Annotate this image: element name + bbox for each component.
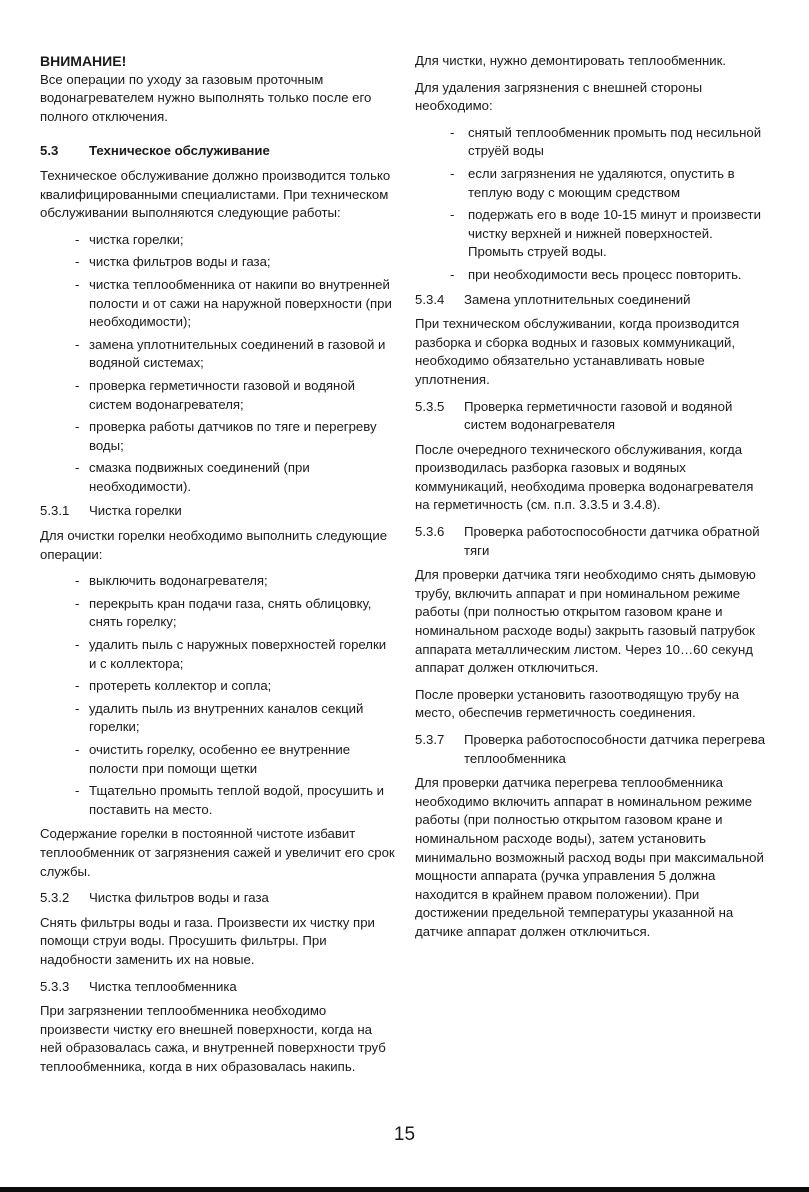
section-5-3-2-text: Снять фильтры воды и газа. Произвести их чистку при помощи струи воды. Просушить фильтры. При надобности заменить их на новые. (40, 914, 375, 967)
list-dash: - (75, 377, 80, 393)
list-item-text: чистка фильтров воды и газа; (89, 254, 271, 270)
list-item (415, 124, 771, 161)
list-dash: - (450, 165, 455, 181)
section-5-3-4-heading (415, 291, 771, 310)
section-title: Проверка работоспособности датчика перегрева теплообменника (464, 732, 766, 766)
section-5-3-1-heading (40, 502, 396, 521)
list-item (40, 418, 396, 455)
list-dash: - (75, 276, 80, 292)
bottom-rule (0, 1187, 809, 1192)
list-dash: - (75, 700, 80, 716)
list-item (40, 231, 396, 250)
section-title: Проверка герметичности газовой и водяной систем водонагревателя (464, 398, 733, 433)
warning-title: ВНИМАНИЕ! (40, 53, 127, 69)
left-column (40, 52, 396, 1085)
list-item-text: удалить пыль из внутренних каналов секций горелки; (89, 700, 364, 735)
list-item (40, 459, 396, 496)
list-item-text: если загрязнения не удаляются, опустить в теплую воду с моющим средством (468, 165, 735, 200)
section-number: 5.3.4 (415, 291, 445, 307)
list-item-text: при необходимости весь процесс повторить. (468, 266, 742, 282)
list-item-text: смазка подвижных соединений (при необходимости). (89, 460, 310, 494)
list-item (415, 266, 771, 285)
list-item (40, 595, 396, 632)
section-5-3-7-text: Для проверки датчика перегрева теплообменника необходимо включить аппарат в номинальном режиме работы (при полностью открытом газовом кране и номинальном расходе воды), затем установить минимально возможный расход воды при максимальной мощности аппарата (ручка управления 5 должна находится в крайнем правом положении). При достижении предельной температуры указанной на датчике аппарат должен отключиться. (415, 775, 764, 939)
section-5-3-3-text3: Для удаления загрязнения с внешней стороны необходимо: (415, 79, 703, 114)
section-5-3-7-heading (415, 731, 771, 768)
section-title: Замена уплотнительных соединений (464, 291, 691, 307)
section-number: 5.3.3 (40, 978, 70, 994)
section-5-3-4-text: При техническом обслуживании, когда производится разборка и сборка водных и газовых коммуникаций, необходимо обязательно устанавливать новые уплотнения. (415, 316, 740, 387)
list-item (415, 206, 771, 262)
list-dash: - (75, 595, 80, 611)
right-column (415, 52, 771, 950)
list-item (40, 677, 396, 696)
list-dash: - (450, 266, 455, 282)
list-item-text: снятый теплообменник промыть под несильной струёй воды (468, 124, 762, 159)
warning-text: Все операции по уходу за газовым проточным водонагревателем нужно выполнять только после его полного отключения. (40, 71, 372, 124)
list-item (40, 636, 396, 673)
list-dash: - (75, 460, 80, 476)
list-item-text: перекрыть кран подачи газа, снять облицовку, снять горелку; (89, 595, 372, 630)
list-item-text: удалить пыль с наружных поверхностей горелки и с коллектора; (89, 637, 387, 671)
section-title: Чистка теплообменника (89, 978, 237, 994)
list-dash: - (75, 573, 80, 589)
list-item (40, 336, 396, 373)
list-item-text: чистка теплообменника от накипи во внутренней полости и от сажи на наружной поверхности (при необходимости); (89, 276, 392, 330)
list-item-text: Тщательно промыть теплой водой, просушить и поставить на место. (89, 783, 385, 817)
list-item-text: выключить водонагревателя; (89, 573, 268, 589)
section-5-3-6-text: Для проверки датчика тяги необходимо снять дымовую трубу, включить аппарат и при номинальном режиме работы (при полностью открытом газовом кране и номинальном расходе воды) закрыть газовый патрубок аппарата металлическим листом. Через 10…60 секунд аппарат должен отключиться. (415, 567, 756, 676)
list-item (415, 165, 771, 202)
section-5-3-6-heading (415, 523, 771, 560)
maintenance-list (40, 231, 396, 497)
list-item (40, 253, 396, 272)
section-5-3-3-heading (40, 978, 396, 997)
list-dash: - (75, 783, 80, 799)
list-item-text: замена уплотнительных соединений в газовой и водяной системах; (89, 336, 386, 371)
list-item (40, 377, 396, 414)
section-title: Чистка горелки (89, 503, 182, 519)
list-dash: - (450, 124, 455, 140)
list-item (40, 741, 396, 778)
list-dash: - (75, 678, 80, 694)
list-item-text: протереть коллектор и сопла; (89, 678, 272, 694)
list-item (40, 782, 396, 819)
list-item (40, 700, 396, 737)
section-5-3-2-heading (40, 889, 396, 908)
list-item-text: проверка герметичности газовой и водяной систем водонагревателя; (89, 377, 356, 412)
list-dash: - (75, 336, 80, 352)
list-item-text: проверка работы датчиков по тяге и перегреву воды; (89, 419, 377, 453)
section-number: 5.3 (40, 143, 59, 159)
section-5-3-3-text: При загрязнении теплообменника необходимо произвести чистку его внешней поверхности, когда на ней образовалась сажа, и внутренней поверхности труб теплообменника, когда в них образовалась накипь. (40, 1003, 386, 1074)
section-title: Техническое обслуживание (89, 143, 270, 159)
list-dash: - (450, 207, 455, 223)
list-item (40, 276, 396, 332)
section-5-3-6-text2: После проверки установить газоотводящую трубу на место, обеспечив герметичность соединения. (415, 686, 740, 721)
section-5-3-5-heading (415, 398, 771, 435)
section-5-3-5-text: После очередного технического обслуживания, когда производилась разборка газовых и водяных коммуникаций, необходима проверка водонагревателя на герметичность (см. п.п. 3.3.5 и 3.4.8). (415, 441, 754, 513)
list-item-text: очистить горелку, особенно ее внутренние полости при помощи щетки (89, 742, 351, 776)
section-number: 5.3.1 (40, 503, 70, 519)
section-5-3-1-intro: Для очистки горелки необходимо выполнить следующие операции: (40, 528, 388, 562)
section-title: Проверка работоспособности датчика обратной тяги (464, 524, 760, 558)
list-dash: - (75, 637, 80, 653)
list-dash: - (75, 231, 80, 247)
section-5-3-heading (40, 142, 396, 161)
list-dash: - (75, 254, 80, 270)
section-title: Чистка фильтров воды и газа (89, 890, 269, 906)
list-dash: - (75, 419, 80, 435)
section-number: 5.3.6 (415, 524, 445, 540)
section-5-3-intro: Техническое обслуживание должно производится только квалифицированными специалистами. При техническом обслуживании выполняются следующие работы: (40, 167, 391, 221)
heat-exchanger-cleaning-list (415, 124, 771, 285)
section-number: 5.3.7 (415, 732, 445, 747)
list-item-text: чистка горелки; (89, 231, 184, 247)
list-item (40, 572, 396, 591)
section-number: 5.3.2 (40, 890, 70, 906)
section-5-3-3-text2: Для чистки, нужно демонтировать теплообменник. (415, 53, 727, 68)
section-number: 5.3.5 (415, 398, 445, 414)
burner-cleaning-list (40, 572, 396, 819)
list-dash: - (75, 742, 80, 757)
page-number: 15 (393, 1124, 416, 1145)
list-item-text: подержать его в воде 10-15 минут и произвести чистку верхней и нижней поверхностей. Промыть струей воды. (468, 207, 761, 260)
section-5-3-1-outro: Содержание горелки в постоянной чистоте избавит теплообменник от загрязнения сажей и увеличит его срок службы. (40, 826, 395, 879)
